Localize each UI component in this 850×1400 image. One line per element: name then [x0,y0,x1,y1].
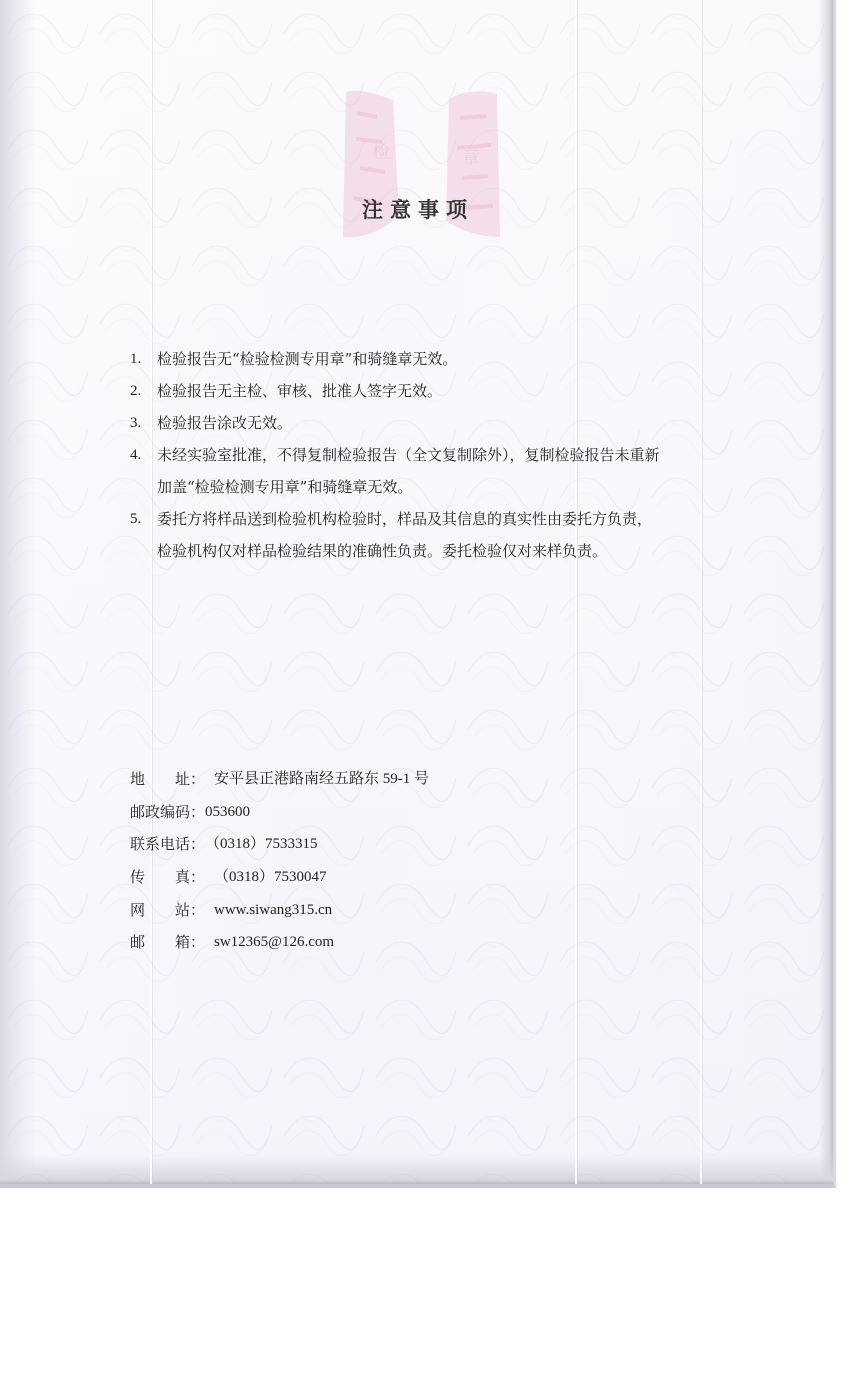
email-label: 邮 箱： [130,933,206,952]
notice-number: 3. [130,415,142,431]
notice-list [130,343,730,567]
email-value: sw12365@126.com [214,934,335,951]
notice-text: 未经实验室批准，不得复制检验报告（全文复制除外），复制检验报告未重新 加盖“检验检测专用章”和骑缝章无效。 [157,446,660,496]
phone-value: （0318）7533315 [205,836,318,853]
phone-label: 联系电话： [130,835,206,854]
notice-text: 委托方将样品送到检验机构检验时，样品及其信息的真实性由委托方负责， 检验机构仅对样品检验结果的准确性负责。委托检验仅对来样负责。 [157,510,653,560]
notice-text: 检验报告无主检、审核、批准人签字无效。 [157,382,443,400]
website-row [130,894,590,927]
phone-row [130,828,590,861]
website-label: 网 站： [130,900,206,919]
notice-number: 5. [130,511,142,527]
notice-item [130,375,730,407]
notice-number: 1. [130,351,142,367]
svg-text:章: 章 [462,148,480,169]
website-value: www.siwang315.cn [214,901,333,918]
notice-item [130,439,730,503]
notice-number: 2. [130,383,142,399]
address-label: 地 址： [130,770,206,788]
email-row [130,926,590,959]
address-row [130,763,590,796]
postal-code-row [130,796,590,829]
svg-text:检: 检 [372,142,390,163]
notice-item [130,343,730,375]
notice-number: 4. [130,447,142,463]
notice-item [130,407,730,439]
fax-label: 传 真： [130,868,206,887]
postal-code-value: 053600 [205,803,251,820]
postal-code-label: 邮政编码： [130,802,206,821]
fax-value: （0318）7530047 [214,869,327,886]
address-value: 安平县正港路南经五路东 59-1 号 [214,771,429,787]
notice-text: 检验报告无“检验检测专用章”和骑缝章无效。 [157,350,458,368]
contact-information [130,763,590,959]
notice-text: 检验报告涂改无效。 [157,414,293,432]
fax-row [130,861,590,894]
notice-item [130,503,730,567]
document-title: 注意事项 [362,197,474,222]
